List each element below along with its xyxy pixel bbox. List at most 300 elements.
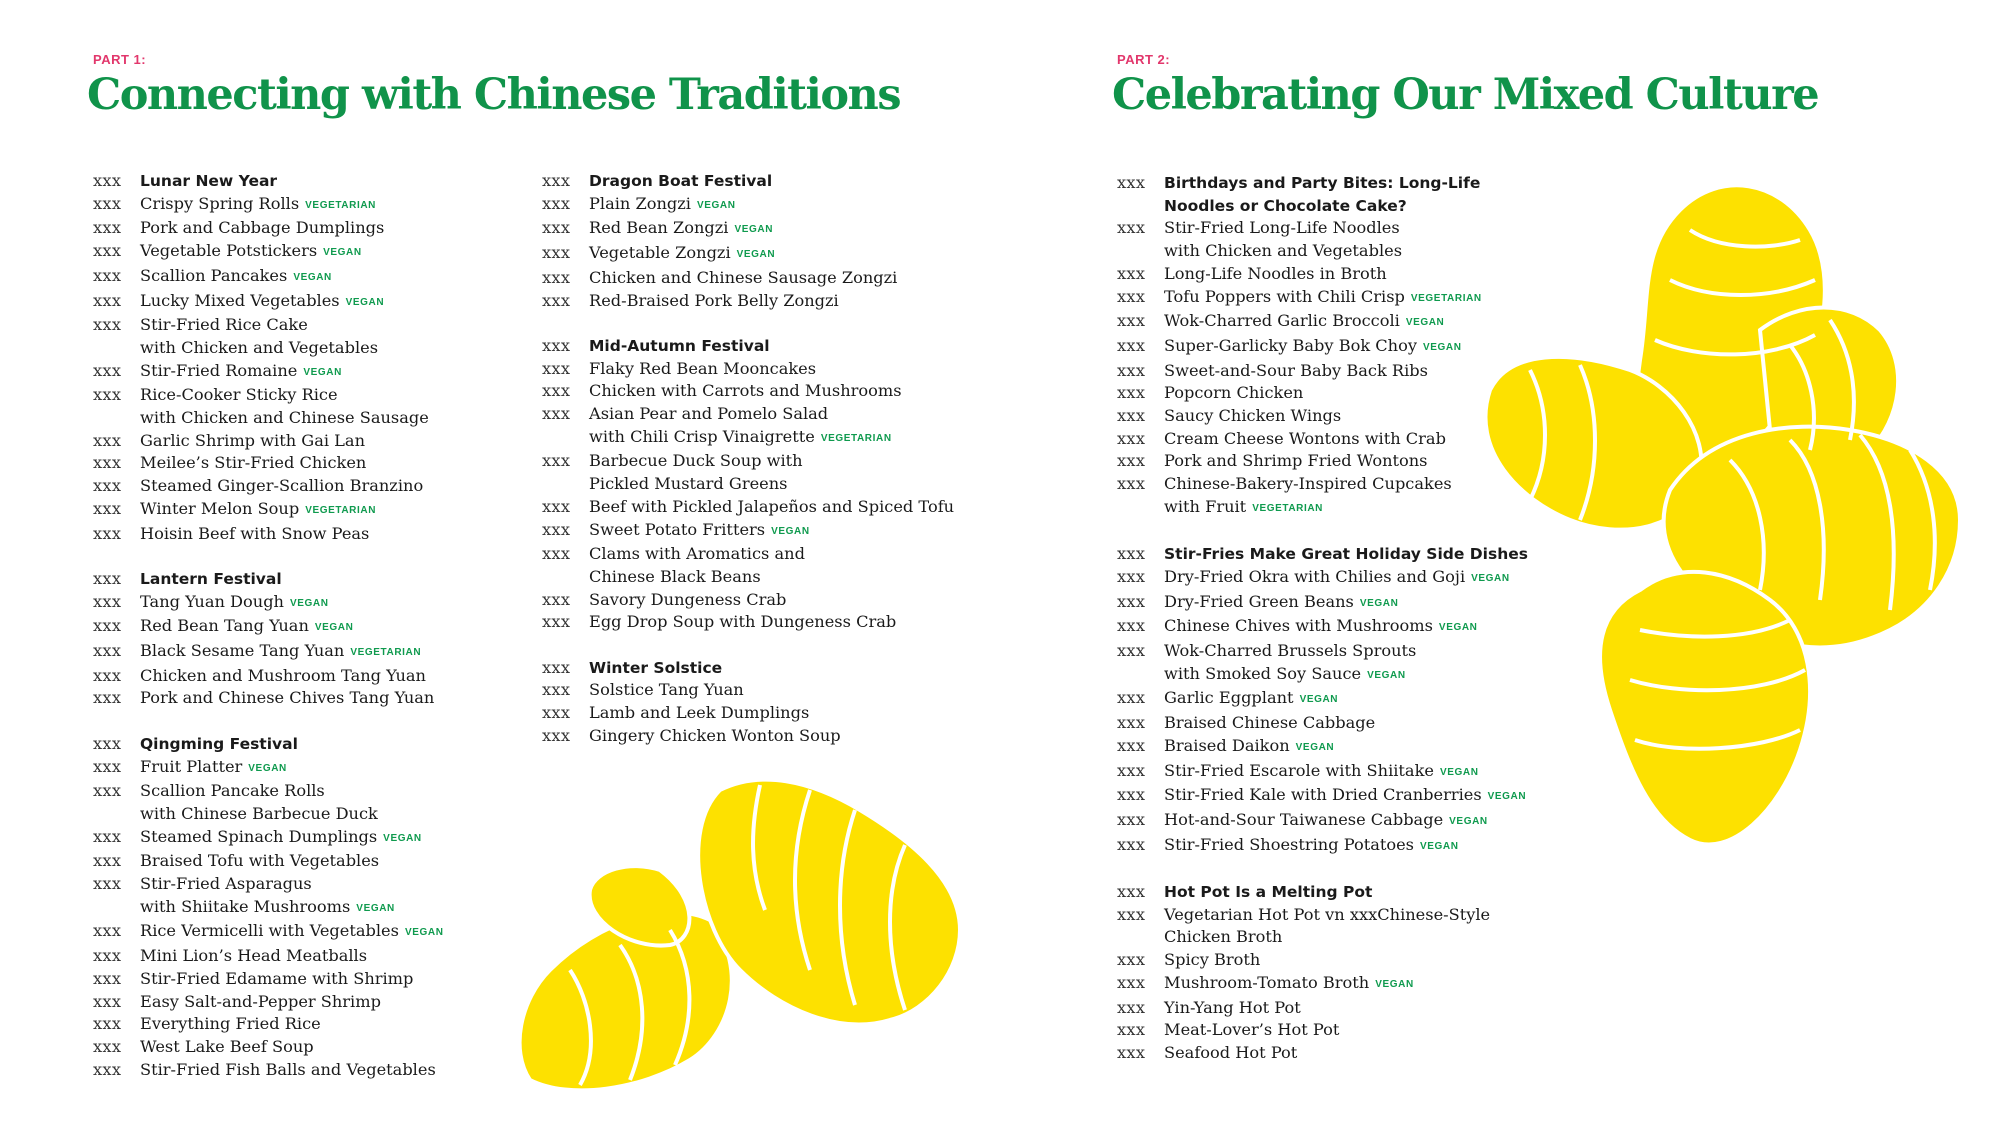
recipe-title <box>1164 997 1587 1020</box>
page-number: xxx <box>1117 406 1146 426</box>
entry-text: Red Bean Zongzi <box>589 218 729 238</box>
recipe-title <box>140 452 533 475</box>
recipe-title <box>589 473 1062 496</box>
entry-text: with Shiitake Mushrooms <box>140 896 351 916</box>
entry-text: Meilee’s Stir-Fried Chicken <box>140 453 367 473</box>
entry-text: Chicken with Carrots and Mushrooms <box>589 381 902 401</box>
entry-text: Savory Dungeness Crab <box>589 589 787 609</box>
toc-entry <box>542 403 1062 426</box>
recipe-title <box>140 803 533 826</box>
recipe-title <box>1164 809 1587 834</box>
recipe-title <box>1164 663 1587 688</box>
page-number: xxx <box>542 612 571 632</box>
page-number: xxx <box>93 218 122 238</box>
entry-text: Dragon Boat Festival <box>589 172 773 190</box>
page-number: xxx <box>1117 263 1146 283</box>
entry-text: with Chili Crisp Vinaigrette <box>589 426 815 446</box>
recipe-title <box>1164 687 1587 712</box>
page-number: xxx <box>1117 882 1146 902</box>
recipe-title <box>140 687 533 710</box>
section-spacer <box>542 312 1062 335</box>
toc-entry <box>93 475 533 498</box>
page-number: xxx <box>1117 904 1146 924</box>
toc-entry <box>542 519 1062 544</box>
diet-tag: VEGAN <box>323 247 362 259</box>
page-number <box>93 407 140 430</box>
entry-text: Vegetarian Hot Pot vn xxxChinese-Style <box>1164 904 1491 924</box>
entry-text: Winter Melon Soup <box>140 498 300 518</box>
toc-entry <box>93 945 533 968</box>
page-number <box>1117 926 1164 949</box>
page-number: xxx <box>93 851 122 871</box>
page-number: xxx <box>93 688 122 708</box>
page-number: xxx <box>1117 383 1146 403</box>
entry-text: Long-Life Noodles in Broth <box>1164 263 1387 283</box>
entry-text: Popcorn Chicken <box>1164 383 1304 403</box>
page-number: xxx <box>542 243 571 263</box>
toc-entry <box>1117 1019 1587 1042</box>
entry-text: Asian Pear and Pomelo Salad <box>589 404 829 424</box>
entry-text: Stir-Fried Edamame with Shrimp <box>140 968 414 988</box>
entry-text: Winter Solstice <box>589 658 723 677</box>
page-number: xxx <box>93 826 122 846</box>
entry-text: Fruit Platter <box>140 756 243 776</box>
recipe-title <box>1164 405 1587 428</box>
page-number: xxx <box>93 968 122 988</box>
diet-tag: VEGAN <box>345 296 385 308</box>
recipe-title <box>589 725 1062 748</box>
page-number: xxx <box>1117 311 1146 331</box>
recipe-title <box>1164 217 1587 240</box>
diet-tag: VEGETARIAN <box>1252 502 1324 514</box>
entry-text: Super-Garlicky Baby Bok Choy <box>1164 335 1418 355</box>
recipe-title <box>140 850 533 873</box>
entry-text: Chicken Broth <box>1164 927 1283 947</box>
page-number: xxx <box>1117 335 1146 355</box>
entry-text: Scallion Pancake Rolls <box>140 781 325 801</box>
page-number: xxx <box>93 193 122 213</box>
diet-tag: VEGAN <box>1471 572 1510 584</box>
toc-entry <box>1117 784 1587 809</box>
page-number: xxx <box>1117 809 1146 829</box>
page-number: xxx <box>1117 173 1146 192</box>
recipe-title <box>140 920 533 945</box>
toc-entry <box>1117 496 1587 521</box>
page-number: xxx <box>1117 972 1146 992</box>
page-number: xxx <box>1117 286 1146 306</box>
part-2-title: Celebrating Our Mixed Culture <box>1112 70 1819 120</box>
diet-tag: VEGAN <box>1299 694 1339 706</box>
page-number <box>93 803 140 826</box>
entry-text: Spicy Broth <box>1164 950 1261 970</box>
entry-text: with Chicken and Vegetables <box>1164 241 1403 261</box>
recipe-title <box>1164 335 1587 360</box>
page-number: xxx <box>93 874 122 894</box>
toc-entry <box>93 991 533 1014</box>
toc-entry <box>542 242 1062 267</box>
toc-entry <box>1117 834 1587 859</box>
toc-entry <box>93 920 533 945</box>
entry-text: Hoisin Beef with Snow Peas <box>140 523 370 543</box>
entry-text: Stir-Fried Romaine <box>140 360 298 380</box>
toc-entry <box>542 725 1062 748</box>
page-number: xxx <box>542 290 571 310</box>
page-number: xxx <box>1117 735 1146 755</box>
recipe-title <box>140 826 533 851</box>
diet-tag: VEGAN <box>1375 978 1414 990</box>
entry-text: with Smoked Soy Sauce <box>1164 663 1362 683</box>
toc-entry <box>1117 450 1587 473</box>
recipe-title <box>589 267 1062 290</box>
recipe-title <box>140 945 533 968</box>
section-title <box>1164 195 1587 218</box>
toc-entry <box>93 756 533 781</box>
recipe-title <box>589 566 1062 589</box>
page-number: xxx <box>93 756 122 776</box>
page-number <box>93 337 140 360</box>
page-number: xxx <box>1117 591 1146 611</box>
recipe-title <box>140 430 533 453</box>
entry-text: Red-Braised Pork Belly Zongzi <box>589 290 839 310</box>
diet-tag: VEGETARIAN <box>350 647 422 659</box>
toc-entry <box>93 265 533 290</box>
page-number: xxx <box>93 568 122 588</box>
recipe-title <box>1164 784 1587 809</box>
toc-entry <box>1117 760 1587 785</box>
recipe-title <box>1164 972 1587 997</box>
page-number: xxx <box>1117 688 1146 708</box>
recipe-title <box>140 640 533 665</box>
recipe-title <box>589 403 1062 426</box>
page-number <box>542 426 589 451</box>
page-number: xxx <box>1117 785 1146 805</box>
diet-tag: VEGAN <box>356 902 395 914</box>
recipe-title <box>140 523 533 546</box>
toc-entry <box>1117 263 1587 286</box>
recipe-title <box>140 407 533 430</box>
page-number: xxx <box>1117 428 1146 448</box>
recipe-title <box>140 1013 533 1036</box>
entry-text: Stir-Fried Fish Balls and Vegetables <box>140 1059 436 1079</box>
entry-text: Hot Pot Is a Melting Pot <box>1164 883 1373 902</box>
recipe-title <box>140 337 533 360</box>
page-number: xxx <box>1117 474 1146 494</box>
toc-section-heading <box>1117 543 1587 566</box>
page-number: xxx <box>1117 1042 1146 1062</box>
recipe-title <box>589 380 1062 403</box>
part-2-label: PART 2: <box>1117 52 1171 67</box>
page-number: xxx <box>542 657 571 677</box>
page-number: xxx <box>93 781 122 801</box>
entry-text: with Chicken and Vegetables <box>140 337 379 357</box>
recipe-title <box>1164 949 1587 972</box>
entry-text: Braised Tofu with Vegetables <box>140 851 380 871</box>
diet-tag: VEGAN <box>1487 791 1527 803</box>
recipe-title <box>140 756 533 781</box>
page-number: xxx <box>542 519 571 539</box>
toc-entry <box>93 896 533 921</box>
toc-entry <box>93 591 533 616</box>
toc-column-part-1-a <box>93 170 533 1081</box>
recipe-title <box>589 193 1062 218</box>
toc-entry <box>1117 217 1587 240</box>
toc-entry <box>1117 997 1587 1020</box>
toc-entry <box>1117 926 1587 949</box>
entry-text: with Chinese Barbecue Duck <box>140 803 378 823</box>
toc-entry <box>1117 712 1587 735</box>
diet-tag: VEGAN <box>404 927 444 939</box>
recipe-title <box>1164 1042 1587 1065</box>
page-number: xxx <box>1117 566 1146 586</box>
entry-text: Lucky Mixed Vegetables <box>140 290 340 310</box>
entry-text: Garlic Eggplant <box>1164 688 1294 708</box>
page-number: xxx <box>93 453 122 473</box>
page-number: xxx <box>542 496 571 516</box>
entry-text: Meat-Lover’s Hot Pot <box>1164 1020 1340 1040</box>
toc-entry <box>542 611 1062 634</box>
section-spacer <box>93 710 533 733</box>
page-number: xxx <box>1117 641 1146 661</box>
page-number: xxx <box>1117 451 1146 471</box>
entry-text: Black Sesame Tang Yuan <box>140 641 345 661</box>
entry-text: Stir-Fried Long-Life Noodles <box>1164 218 1400 238</box>
recipe-title <box>140 360 533 385</box>
toc-entry <box>542 450 1062 473</box>
toc-entry <box>1117 972 1587 997</box>
page-number: xxx <box>542 451 571 471</box>
recipe-title <box>1164 450 1587 473</box>
recipe-title <box>140 780 533 803</box>
diet-tag: VEGAN <box>696 199 736 211</box>
page-number: xxx <box>93 498 122 518</box>
page-number <box>542 473 589 496</box>
diet-tag: VEGETARIAN <box>305 199 376 211</box>
toc-entry <box>93 826 533 851</box>
toc-entry <box>93 687 533 710</box>
entry-text: Pork and Cabbage Dumplings <box>140 218 385 238</box>
recipe-title <box>140 991 533 1014</box>
recipe-title <box>1164 926 1587 949</box>
page-number: xxx <box>542 218 571 238</box>
toc-entry <box>93 1013 533 1036</box>
page-number: xxx <box>93 241 122 261</box>
page-number: xxx <box>93 665 122 685</box>
toc-entry <box>1117 405 1587 428</box>
entry-text: Chinese Black Beans <box>589 566 761 586</box>
page-number <box>1117 496 1164 521</box>
recipe-title <box>589 702 1062 725</box>
section-title <box>140 568 533 591</box>
recipe-title <box>1164 473 1587 496</box>
page-number: xxx <box>93 733 122 753</box>
entry-text: Everything Fried Rice <box>140 1014 321 1034</box>
toc-entry <box>93 850 533 873</box>
toc-section-heading <box>1117 881 1587 904</box>
diet-tag: VEGAN <box>290 597 329 609</box>
diet-tag: VEGAN <box>1438 622 1478 634</box>
toc-entry <box>93 407 533 430</box>
recipe-title <box>1164 382 1587 405</box>
toc-entry <box>93 452 533 475</box>
recipe-title <box>1164 360 1587 383</box>
recipe-title <box>1164 310 1587 335</box>
entry-text: Plain Zongzi <box>589 193 691 213</box>
entry-text: Sweet Potato Fritters <box>589 519 766 539</box>
toc-entry <box>93 780 533 803</box>
entry-text: Braised Daikon <box>1164 735 1290 755</box>
recipe-title <box>140 873 533 896</box>
recipe-title <box>1164 240 1587 263</box>
recipe-title <box>140 615 533 640</box>
recipe-title <box>589 611 1062 634</box>
entry-text: Chicken and Chinese Sausage Zongzi <box>589 267 898 287</box>
entry-text: Pickled Mustard Greens <box>589 474 788 494</box>
toc-entry <box>542 473 1062 496</box>
toc-entry <box>93 1036 533 1059</box>
entry-text: Lantern Festival <box>140 569 282 588</box>
entry-text: Scallion Pancakes <box>140 265 288 285</box>
entry-text: Wok-Charred Brussels Sprouts <box>1164 641 1417 661</box>
entry-text: Steamed Spinach Dumplings <box>140 826 378 846</box>
recipe-title <box>589 519 1062 544</box>
recipe-title <box>140 498 533 523</box>
ginger-root-illustration <box>510 770 970 1100</box>
section-spacer <box>1117 521 1587 544</box>
page-number: xxx <box>542 680 571 700</box>
diet-tag: VEGAN <box>303 366 342 378</box>
entry-text: Solstice Tang Yuan <box>589 680 744 700</box>
toc-section-heading <box>542 170 1062 193</box>
diet-tag: VEGAN <box>314 622 354 634</box>
recipe-title <box>140 384 533 407</box>
entry-text: Mini Lion’s Head Meatballs <box>140 946 368 966</box>
page-number: xxx <box>93 315 122 335</box>
toc-entry <box>542 193 1062 218</box>
section-title <box>140 170 533 193</box>
diet-tag: VEGAN <box>1423 341 1462 353</box>
toc-entry <box>1117 428 1587 451</box>
entry-text: Seafood Hot Pot <box>1164 1042 1298 1062</box>
section-title <box>1164 543 1587 566</box>
page-number <box>1117 240 1164 263</box>
recipe-title <box>1164 591 1587 616</box>
diet-tag: VEGAN <box>1359 597 1399 609</box>
page-number: xxx <box>1117 544 1146 564</box>
section-title <box>589 335 1062 358</box>
page-number: xxx <box>93 523 122 543</box>
recipe-title <box>1164 496 1587 521</box>
recipe-title <box>1164 566 1587 591</box>
entry-text: Saucy Chicken Wings <box>1164 406 1342 426</box>
toc-column-part-1-b <box>542 170 1062 748</box>
toc-entry <box>1117 286 1587 311</box>
entry-text: West Lake Beef Soup <box>140 1036 314 1056</box>
section-title <box>1164 881 1587 904</box>
recipe-title <box>140 314 533 337</box>
toc-entry <box>93 498 533 523</box>
page-number <box>93 896 140 921</box>
recipe-title <box>1164 286 1587 311</box>
toc-entry <box>542 589 1062 612</box>
entry-text: Mid-Autumn Festival <box>589 336 770 355</box>
entry-text: Lamb and Leek Dumplings <box>589 703 810 723</box>
diet-tag: VEGETARIAN <box>1410 292 1482 304</box>
toc-entry <box>1117 310 1587 335</box>
recipe-title <box>1164 615 1587 640</box>
section-title <box>589 657 1062 680</box>
toc-entry <box>1117 640 1587 663</box>
toc-section-heading <box>1117 172 1587 195</box>
recipe-title <box>589 426 1062 451</box>
page-number: xxx <box>542 381 571 401</box>
recipe-title <box>589 290 1062 313</box>
recipe-title <box>1164 263 1587 286</box>
entry-text: Flaky Red Bean Mooncakes <box>589 358 817 378</box>
toc-entry <box>1117 949 1587 972</box>
recipe-title <box>589 679 1062 702</box>
entry-text: Clams with Aromatics and <box>589 544 805 564</box>
diet-tag: VEGAN <box>1439 766 1479 778</box>
entry-text: Sweet-and-Sour Baby Back Ribs <box>1164 360 1428 380</box>
toc-entry <box>1117 735 1587 760</box>
page-number: xxx <box>93 591 122 611</box>
part-1-label: PART 1: <box>93 52 147 67</box>
toc-entry <box>1117 360 1587 383</box>
recipe-title <box>589 589 1062 612</box>
page-number: xxx <box>542 404 571 424</box>
toc-entry <box>542 426 1062 451</box>
section-title <box>140 733 533 756</box>
recipe-title <box>140 896 533 921</box>
entry-text: Stir-Fries Make Great Holiday Side Dishes <box>1164 545 1528 564</box>
page-number: xxx <box>542 267 571 287</box>
entry-text: Barbecue Duck Soup with <box>589 451 803 471</box>
entry-text: Birthdays and Party Bites: Long-Life <box>1164 174 1481 192</box>
toc-section-heading <box>542 335 1062 358</box>
entry-text: Stir-Fried Escarole with Shiitake <box>1164 760 1434 780</box>
recipe-title <box>589 358 1062 381</box>
toc-entry <box>542 496 1062 519</box>
toc-entry <box>93 290 533 315</box>
entry-text: Qingming Festival <box>140 734 298 753</box>
toc-entry <box>93 430 533 453</box>
recipe-title <box>1164 640 1587 663</box>
toc-entry <box>1117 240 1587 263</box>
entry-text: Dry-Fried Green Beans <box>1164 591 1354 611</box>
recipe-title <box>1164 735 1587 760</box>
entry-text: Stir-Fried Kale with Dried Cranberries <box>1164 785 1482 805</box>
entry-text: Dry-Fried Okra with Chilies and Goji <box>1164 566 1466 586</box>
page-number <box>1117 663 1164 688</box>
page-number: xxx <box>93 290 122 310</box>
entry-text: Rice-Cooker Sticky Rice <box>140 385 338 405</box>
toc-entry <box>1117 663 1587 688</box>
entry-text: Pork and Shrimp Fried Wontons <box>1164 451 1428 471</box>
recipe-title <box>140 290 533 315</box>
toc-entry <box>542 290 1062 313</box>
toc-entry <box>1117 335 1587 360</box>
toc-entry <box>93 665 533 688</box>
entry-text: Red Bean Tang Yuan <box>140 616 309 636</box>
entry-text: Garlic Shrimp with Gai Lan <box>140 430 366 450</box>
toc-section-heading <box>1117 195 1587 218</box>
toc-entry <box>93 193 533 218</box>
recipe-title <box>589 543 1062 566</box>
toc-entry <box>93 360 533 385</box>
entry-text: Tofu Poppers with Chili Crisp <box>1164 286 1405 306</box>
page-number: xxx <box>542 171 571 190</box>
recipe-title <box>140 665 533 688</box>
